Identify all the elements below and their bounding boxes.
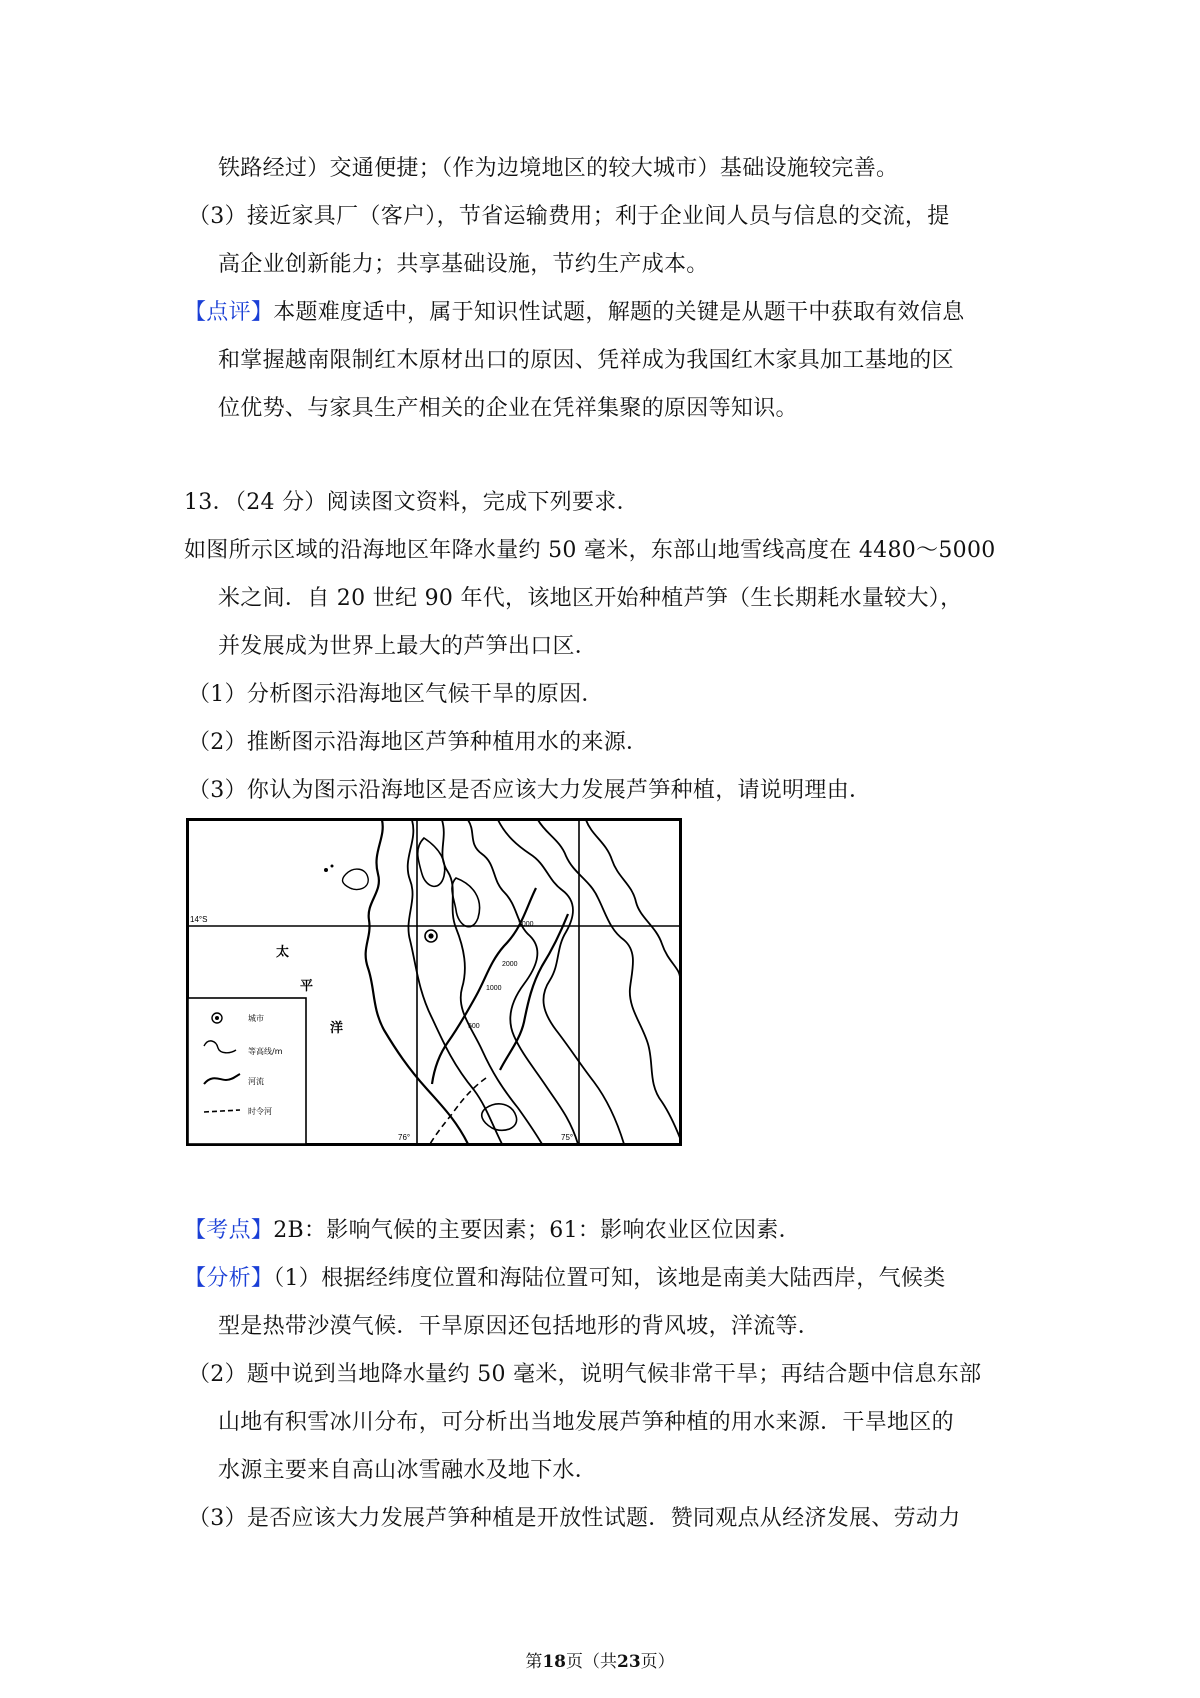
text-line: 铁路经过）交通便捷；（作为边境地区的较大城市）基础设施较完善。 xyxy=(218,156,899,181)
city-marker-dot xyxy=(428,933,433,938)
sub-question: （2）推断图示沿海地区芦笋种植用水的来源． xyxy=(188,730,649,755)
page-footer xyxy=(0,1650,1200,1674)
analysis-tag: 【分析】 xyxy=(184,1266,274,1291)
comment-tag: 【点评】 xyxy=(184,300,274,325)
topographic-map xyxy=(186,818,682,1146)
ocean-label: 洋 xyxy=(330,1021,344,1036)
text-line: 山地有积雪冰川分布，可分析出当地发展芦笋种植的用水来源．干旱地区的 xyxy=(218,1410,954,1435)
text-line: （3）是否应该大力发展芦笋种植是开放性试题．赞同观点从经济发展、劳动力 xyxy=(188,1506,961,1531)
text-line: （3）接近家具厂（客户），节省运输费用；利于企业间人员与信息的交流，提 xyxy=(188,204,950,229)
keypoint-tag: 【考点】 xyxy=(184,1218,274,1243)
question-title: 13．（24 分）阅读图文资料，完成下列要求． xyxy=(184,490,639,515)
legend-contour-label: 等高线/m xyxy=(248,1047,283,1056)
keypoint-text: 2B：影响气候的主要因素；61：影响农业区位因素． xyxy=(273,1218,801,1243)
footer-prefix: 第 xyxy=(525,1652,543,1672)
latitude-label: 14°S xyxy=(190,915,208,924)
analysis-text: （1）根据经纬度位置和海陆位置可知，该地是南美大陆西岸，气候类 xyxy=(273,1266,946,1291)
text-line: 型是热带沙漠气候．干旱原因还包括地形的背风坡，洋流等． xyxy=(218,1314,821,1339)
contour-label: 1000 xyxy=(486,985,502,992)
text-line: 高企业创新能力；共享基础设施，节约生产成本。 xyxy=(218,252,709,277)
legend-seasonal-label: 时令河 xyxy=(248,1107,272,1116)
longitude-label-76: 76° xyxy=(398,1133,411,1142)
footer-suffix: 页） xyxy=(640,1652,675,1672)
legend-city-icon-dot xyxy=(215,1016,219,1020)
text-line: 位优势、与家具生产相关的企业在凭祥集聚的原因等知识。 xyxy=(218,396,798,421)
text-line: 和掌握越南限制红木原材出口的原因、凭祥成为我国红木家具加工基地的区 xyxy=(218,348,954,373)
ocean-label: 平 xyxy=(300,979,314,994)
text-line: 并发展成为世界上最大的芦笋出口区． xyxy=(218,634,598,659)
text-line: （2）题中说到当地降水量约 50 毫米，说明气候非常干旱；再结合题中信息东部 xyxy=(188,1362,982,1387)
ocean-label: 太 xyxy=(276,945,290,960)
sub-question: （3）你认为图示沿海地区是否应该大力发展芦笋种植，请说明理由． xyxy=(188,778,872,803)
sub-question: （1）分析图示沿海地区气候干旱的原因． xyxy=(188,682,604,707)
footer-total-pages: 23 xyxy=(617,1652,641,1672)
text-line: 如图所示区域的沿海地区年降水量约 50 毫米，东部山地雪线高度在 4480～5000 xyxy=(184,538,996,563)
footer-page-number: 18 xyxy=(542,1652,566,1672)
contour-label: 3000 xyxy=(518,921,534,928)
islet xyxy=(324,868,328,872)
legend-box xyxy=(188,998,306,1144)
longitude-label-75: 75° xyxy=(561,1133,574,1142)
analysis-line xyxy=(184,1264,946,1294)
contour-label: 2000 xyxy=(502,961,518,968)
contour-label: 500 xyxy=(468,1023,480,1030)
comment-text: 本题难度适中，属于知识性试题，解题的关键是从题干中获取有效信息 xyxy=(273,300,965,325)
legend-river-label: 河流 xyxy=(248,1077,264,1086)
text-line: 米之间．自 20 世纪 90 年代，该地区开始种植芦笋（生长期耗水量较大）， xyxy=(218,586,963,611)
comment-line xyxy=(184,298,965,328)
legend-city-label: 城市 xyxy=(248,1014,264,1023)
text-line: 水源主要来自高山冰雪融水及地下水． xyxy=(218,1458,598,1483)
islet xyxy=(331,865,334,868)
footer-mid: 页（共 xyxy=(566,1652,617,1672)
keypoint-line xyxy=(184,1216,801,1246)
